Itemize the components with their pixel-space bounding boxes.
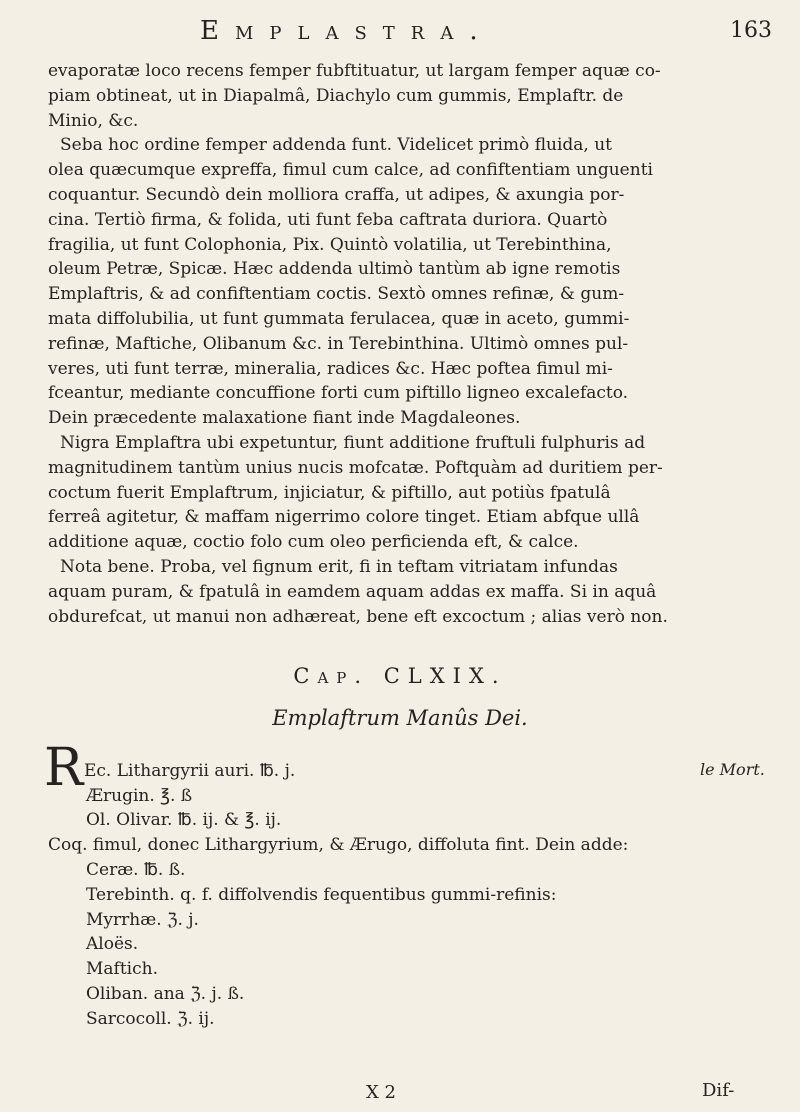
chapter-heading: Cap. CLXIX.	[293, 664, 507, 688]
recipe-line: Ærugin. ℥. ß	[86, 786, 193, 806]
recipe-line: Ol. Olivar. ℔. ij. & ℥. ij.	[86, 810, 282, 830]
body-line: refinæ, Maftiche, Olibanum &c. in Terebinthina. Ultimò omnes pul-	[48, 334, 629, 354]
body-line: veres, uti funt terræ, mineralia, radices &c. Hæc poftea fimul mi-	[48, 359, 613, 379]
body-line: fragilia, ut funt Colophonia, Pix. Quintò volatilia, ut Terebinthina,	[48, 235, 612, 255]
running-title: Emplastra.	[200, 16, 494, 46]
body-line: aquam puram, & fpatulâ in eamdem aquam addas ex maffa. Si in aquâ	[48, 582, 657, 602]
body-line: mata diffolubilia, ut funt gummata ferulacea, quæ in aceto, gummi-	[48, 309, 630, 329]
recipe-line: Maftich.	[86, 959, 158, 979]
body-line: magnitudinem tantùm unius nucis mofcatæ. Poftquàm ad duritiem per-	[48, 458, 663, 478]
recipe-line: Aloës.	[86, 934, 139, 954]
margin-note: le Mort.	[700, 760, 765, 779]
drop-cap: R	[44, 738, 84, 798]
body-line: cina. Tertiò firma, & folida, uti funt feba caftrata duriora. Quartò	[48, 210, 608, 230]
body-line: olea quæcumque expreffa, fimul cum calce, ad confiftentiam unguenti	[48, 160, 653, 180]
recipe-line: Sarcocoll. ℨ. ij.	[86, 1009, 215, 1029]
body-line: Nota bene. Proba, vel fignum erit, fi in teftam vitriatam infundas	[60, 557, 618, 577]
signature-mark: X 2	[366, 1082, 396, 1103]
body-line: ferreâ agitetur, & maffam nigerrimo colore tinget. Etiam abfque ullâ	[48, 507, 640, 527]
body-line: Nigra Emplaftra ubi expetuntur, fiunt additione fruftuli fulphuris ad	[60, 433, 646, 453]
page-number: 163	[730, 18, 772, 43]
body-line: oleum Petræ, Spicæ. Hæc addenda ultimò tantùm ab igne remotis	[48, 259, 621, 279]
recipe-line: Myrrhæ. ℨ. j.	[86, 910, 199, 930]
recipe-line: Ceræ. ℔. ß.	[86, 860, 186, 880]
body-line: fceantur, mediante concuffione forti cum piftillo ligneo excalefacto.	[48, 383, 629, 403]
body-line: Minio, &c.	[48, 111, 139, 131]
chapter-title: Emplaftrum Manûs Dei.	[272, 706, 528, 730]
recipe-line: Oliban. ana ℨ. j. ß.	[86, 984, 245, 1004]
recipe-line: Ec. Lithargyrii auri. ℔. j.	[84, 761, 296, 781]
body-line: piam obtineat, ut in Diapalmâ, Diachylo cum gummis, Emplaftr. de	[48, 86, 624, 106]
body-line: coquantur. Secundò dein molliora craffa, ut adipes, & axungia por-	[48, 185, 625, 205]
body-line: obdurefcat, ut manui non adhæreat, bene eft excoctum ; alias verò non.	[48, 607, 668, 627]
body-line: Dein præcedente malaxatione fiant inde Magdaleones.	[48, 408, 521, 428]
catchword: Dif-	[702, 1080, 735, 1101]
body-line: evaporatæ loco recens femper fubftituatur, ut largam femper aquæ co-	[48, 61, 661, 81]
body-line: Emplaftris, & ad confiftentiam coctis. Sextò omnes refinæ, & gum-	[48, 284, 625, 304]
body-line: Seba hoc ordine femper addenda funt. Videlicet primò fluida, ut	[60, 135, 613, 155]
body-line: coctum fuerit Emplaftrum, injiciatur, & piftillo, aut potiùs fpatulâ	[48, 483, 611, 503]
body-line: additione aquæ, coctio folo cum oleo perficienda eft, & calce.	[48, 532, 579, 552]
page-header	[0, 14, 800, 48]
recipe-line: Coq. fimul, donec Lithargyrium, & Ærugo, diffoluta fint. Dein adde:	[48, 835, 629, 855]
recipe-line: Terebinth. q. f. diffolvendis fequentibus gummi-refinis:	[86, 885, 557, 905]
